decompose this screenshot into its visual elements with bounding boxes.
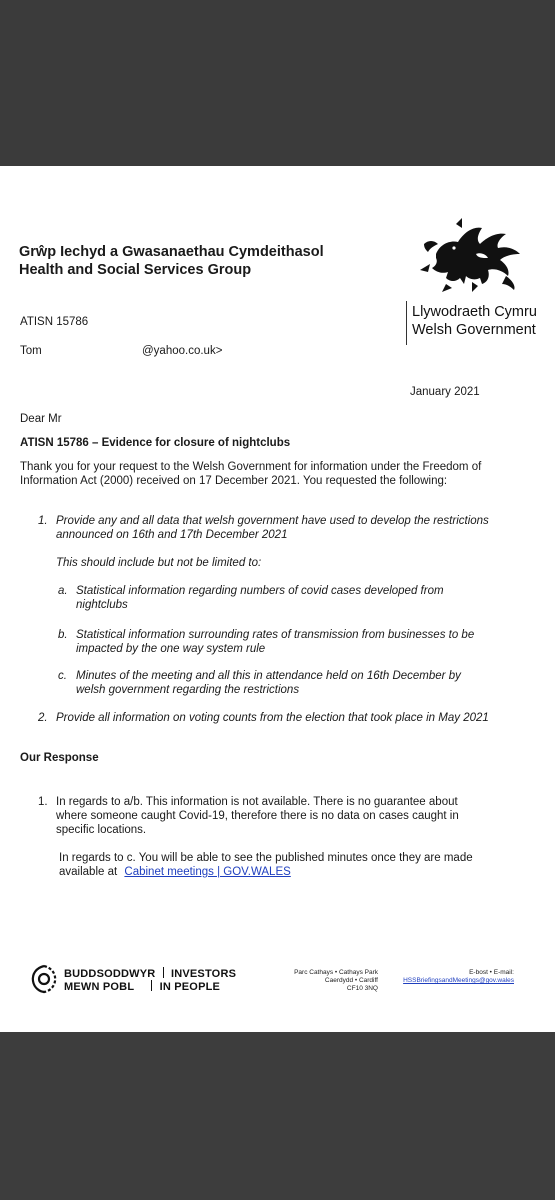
include-note: This should include but not be limited to: (56, 557, 262, 569)
sub-a-label: a. (58, 585, 68, 597)
iip-welsh-1: BUDDSODDWYR (64, 968, 156, 980)
sub-a-line-1: Statistical information regarding numbers of covid cases developed from (76, 585, 444, 597)
iip-line-2 (64, 980, 220, 993)
email-label: E-bost • E-mail: (469, 969, 514, 976)
request-1-line-2: announced on 16th and 17th December 2021 (56, 529, 288, 541)
welsh-dragon-icon (416, 214, 524, 292)
iip-divider-2 (151, 980, 152, 991)
response-heading: Our Response (20, 752, 99, 764)
sub-c-line-2: welsh government regarding the restrictions (76, 684, 300, 696)
iip-line-1 (64, 967, 236, 980)
address-line-2: Caerdydd • Cardiff (324, 977, 378, 984)
gov-divider-line (406, 301, 407, 345)
request-1-number: 1. (38, 515, 48, 527)
email-address-link[interactable]: HSSBriefingsandMeetings@gov.wales (403, 977, 514, 984)
iip-english-2: IN PEOPLE (159, 981, 221, 993)
response-2-line-2 (59, 865, 291, 879)
letter-date: January 2021 (410, 386, 480, 398)
gov-name-welsh: Llywodraeth Cymru (412, 304, 537, 320)
org-welsh-name: Grŵp Iechyd a Gwasanaethau Cymdeithasol (19, 244, 324, 260)
sub-c-line-1: Minutes of the meeting and all this in attendance held on 16th December by (76, 670, 461, 682)
iip-divider (163, 967, 164, 978)
subject-line: ATISN 15786 – Evidence for closure of nightclubs (20, 437, 291, 449)
recipient-email: @yahoo.co.uk> (142, 345, 223, 357)
sub-b-line-1: Statistical information surrounding rates of transmission from businesses to be (76, 629, 475, 641)
sub-a-line-2: nightclubs (76, 599, 128, 611)
salutation: Dear Mr (20, 413, 62, 425)
sub-c-label: c. (58, 670, 67, 682)
intro-line-2: Information Act (2000) received on 17 December 2021. You requested the following: (20, 475, 448, 487)
request-1-line-1: Provide any and all data that welsh government have used to develop the restrictions (56, 515, 489, 527)
iip-english-1: INVESTORS (170, 968, 237, 980)
sub-b-label: b. (58, 629, 68, 641)
response-1-line-1: In regards to a/b. This information is not available. There is no guarantee about (56, 796, 458, 808)
letter-page (0, 166, 555, 1032)
response-1-line-3: specific locations. (56, 824, 147, 836)
gov-name-english: Welsh Government (412, 322, 536, 338)
response-1-line-2: where someone caught Covid-19, therefore there is no data on cases caught in (56, 810, 459, 822)
request-2-number: 2. (38, 712, 48, 724)
bottom-dark-border (0, 1032, 555, 1200)
response-1-number: 1. (38, 796, 48, 808)
address-line-3: CF10 3NQ (346, 985, 378, 992)
top-dark-border (0, 0, 555, 166)
sub-b-line-2: impacted by the one way system rule (76, 643, 266, 655)
org-english-name: Health and Social Services Group (19, 262, 252, 278)
request-2-text: Provide all information on voting counts from the election that took place in May 2021 (56, 712, 489, 724)
reference-number: ATISN 15786 (20, 316, 89, 328)
response-2-line-1: In regards to c. You will be able to see the published minutes once they are made (59, 852, 473, 864)
cabinet-meetings-link[interactable]: Cabinet meetings | GOV.WALES (124, 866, 291, 878)
response-2-prefix: available at (59, 866, 118, 878)
address-line-1: Parc Cathays • Cathays Park (294, 969, 378, 976)
investors-in-people-icon (30, 964, 58, 994)
iip-welsh-2: MEWN POBL (64, 981, 135, 993)
intro-line-1: Thank you for your request to the Welsh Government for information under the Freedom of (20, 461, 482, 473)
recipient-name: Tom (20, 345, 42, 357)
